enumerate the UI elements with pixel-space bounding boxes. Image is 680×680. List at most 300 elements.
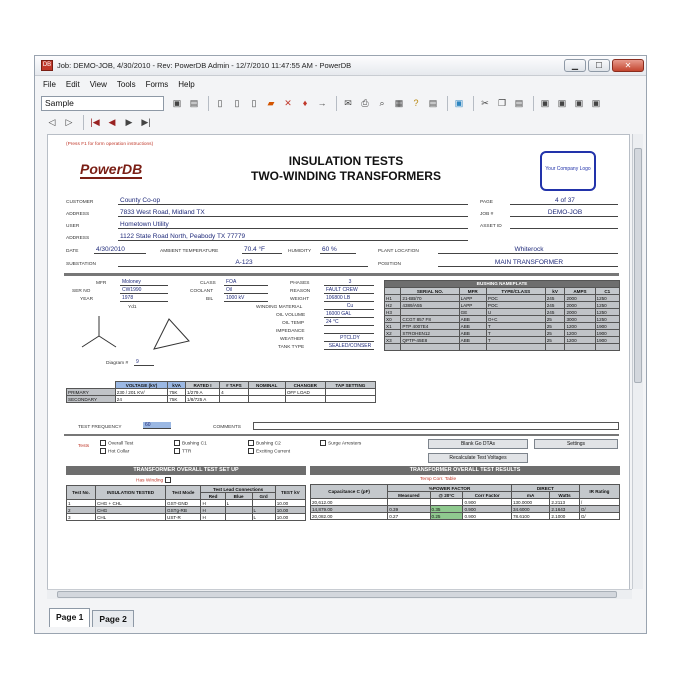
table-cell: 230 / 201 KV/ bbox=[115, 389, 168, 396]
menu-help[interactable]: Help bbox=[178, 79, 195, 89]
setup-header: Grd bbox=[252, 493, 275, 500]
coolant-label: COOLANT bbox=[190, 289, 214, 294]
tests-label: Tests bbox=[78, 444, 90, 449]
results-header: mA bbox=[511, 492, 549, 499]
table-cell: GE bbox=[459, 309, 486, 316]
view2-icon[interactable]: ▣ bbox=[557, 97, 567, 108]
separator bbox=[473, 96, 474, 111]
checkbox-icon bbox=[174, 448, 180, 454]
table-cell bbox=[430, 499, 463, 506]
delete-icon[interactable]: ✕ bbox=[284, 97, 292, 108]
comments-field[interactable] bbox=[253, 422, 619, 430]
table-cell: H bbox=[201, 507, 225, 514]
table-cell: 3 bbox=[67, 514, 96, 521]
table-row[interactable] bbox=[67, 507, 306, 514]
table-cell: 20,082.00 bbox=[311, 513, 388, 520]
table-cell: 10.00 bbox=[275, 514, 305, 521]
save-icon[interactable]: ▣ bbox=[172, 97, 182, 108]
table-cell bbox=[220, 396, 249, 403]
substation-field[interactable]: A-123 bbox=[118, 259, 368, 267]
title-bar bbox=[35, 56, 646, 76]
results-header: Measured bbox=[388, 492, 430, 499]
table-cell: U bbox=[486, 309, 545, 316]
table-cell: PRIMARY bbox=[67, 389, 116, 396]
table-cell: X1 bbox=[385, 323, 401, 330]
table-cell: PTP 4007E4 bbox=[401, 323, 459, 330]
setup-block bbox=[66, 466, 306, 521]
table-cell: 10.00 bbox=[275, 507, 305, 514]
table-row[interactable] bbox=[385, 309, 620, 316]
table-row[interactable] bbox=[67, 514, 306, 521]
help-icon[interactable]: ? bbox=[413, 98, 419, 108]
table-cell: 10.00 bbox=[275, 500, 305, 507]
last-record-icon[interactable]: ▶| bbox=[141, 117, 151, 127]
table-cell: L bbox=[252, 514, 275, 521]
table-row[interactable] bbox=[67, 389, 376, 396]
table-cell: H bbox=[201, 500, 225, 507]
bushing-header: AMPS bbox=[565, 288, 595, 295]
view4-icon[interactable]: ▣ bbox=[591, 97, 601, 108]
table-cell: 1200 bbox=[565, 330, 595, 337]
table-row[interactable] bbox=[385, 344, 620, 351]
weather-label: WEATHER bbox=[280, 337, 304, 342]
table-row[interactable] bbox=[311, 506, 620, 513]
table-cell: O+C bbox=[486, 316, 545, 323]
table-cell: 0.900 bbox=[463, 506, 511, 513]
voltage-corner bbox=[67, 382, 116, 389]
table-cell: 24 bbox=[115, 396, 168, 403]
asset-field[interactable] bbox=[510, 221, 618, 229]
voltage-header: TAP SETTING bbox=[325, 382, 375, 389]
weight-label: WEIGHT bbox=[290, 297, 310, 302]
table-cell: 25 bbox=[545, 323, 565, 330]
oilvol-label: OIL VOLUME bbox=[276, 313, 306, 318]
table-cell: 1 bbox=[67, 500, 96, 507]
table-cell: 14,879.00 bbox=[311, 506, 388, 513]
address-field[interactable]: 7833 West Road, Midland TX bbox=[118, 209, 468, 217]
setup-header: TEST kV bbox=[275, 486, 305, 500]
setup-header: Test No. bbox=[67, 486, 96, 500]
voltage-header: # TAPS bbox=[220, 382, 249, 389]
customer-field[interactable]: County Co-op bbox=[118, 197, 468, 205]
print-icon[interactable]: ⎙ bbox=[361, 97, 369, 108]
table-cell: GSTg-RB bbox=[166, 507, 201, 514]
page-icon[interactable]: ▯ bbox=[217, 97, 223, 108]
table-cell: 0.25 bbox=[430, 513, 463, 520]
table-cell bbox=[248, 389, 285, 396]
form-hint: (Press F1 for form operation instructions) bbox=[66, 142, 154, 147]
table-cell: 2 bbox=[67, 507, 96, 514]
table-cell bbox=[565, 344, 595, 351]
table-cell bbox=[248, 396, 285, 403]
table-cell: 25 bbox=[545, 316, 565, 323]
table-cell: 1250 bbox=[595, 295, 619, 302]
weather-field[interactable]: PTCLDY bbox=[324, 335, 374, 342]
table-cell: 75K bbox=[168, 389, 186, 396]
job-field[interactable]: DEMO-JOB bbox=[510, 209, 618, 217]
cut-icon[interactable]: ✂ bbox=[481, 97, 489, 108]
table-cell: T bbox=[486, 330, 545, 337]
insert-icon[interactable]: ♦ bbox=[302, 98, 308, 108]
table-cell: 1900 bbox=[595, 323, 619, 330]
table-cell bbox=[388, 499, 430, 506]
voltage-header: kVA bbox=[168, 382, 186, 389]
page-field[interactable]: 4 of 37 bbox=[510, 197, 618, 205]
setup-header: Red bbox=[201, 493, 225, 500]
recalc-button[interactable]: Recalculate Test Voltages bbox=[428, 453, 528, 463]
voltage-header: CHANGER bbox=[285, 382, 325, 389]
tanktype-field[interactable]: SEALED/CONSER bbox=[324, 343, 374, 350]
table-cell: H3 bbox=[385, 309, 401, 316]
table-cell: L bbox=[252, 507, 275, 514]
table-cell: 25 bbox=[545, 337, 565, 344]
customer-label: CUSTOMER bbox=[66, 200, 94, 205]
table-cell: T bbox=[486, 323, 545, 330]
table-cell: 4389/A55 bbox=[401, 302, 459, 309]
opt-overall-label: Overall Test bbox=[108, 441, 134, 447]
table-cell: 1900 bbox=[595, 337, 619, 344]
checkbox-icon bbox=[100, 440, 106, 446]
table-cell: 1200 bbox=[565, 323, 595, 330]
table-cell: X3 bbox=[385, 337, 401, 344]
table-cell bbox=[385, 344, 401, 351]
results-header: Watts bbox=[550, 492, 580, 499]
table-cell: 20,612.00 bbox=[311, 499, 388, 506]
flag-icon[interactable]: ▰ bbox=[267, 97, 275, 108]
opt-surge-label: Surge Arresters bbox=[328, 441, 362, 447]
address2-label: ADDRESS bbox=[66, 236, 90, 241]
results-header: Capacitance C (pF) bbox=[311, 485, 388, 499]
serno-field[interactable]: CW1990 bbox=[120, 287, 168, 294]
table-cell bbox=[401, 344, 459, 351]
table-cell bbox=[285, 396, 325, 403]
nameplate-block bbox=[66, 281, 382, 373]
year-field[interactable]: 1978 bbox=[120, 295, 168, 302]
table-row[interactable] bbox=[385, 316, 620, 323]
serno-label: SER NO bbox=[72, 289, 91, 294]
results-header: Corr Factor bbox=[463, 492, 511, 499]
table-cell: 1250 bbox=[595, 302, 619, 309]
table-cell: 2000 bbox=[565, 295, 595, 302]
page-copy-icon[interactable]: ▯ bbox=[234, 97, 240, 108]
winding-diagram bbox=[74, 311, 204, 361]
menu-bar bbox=[35, 77, 646, 91]
table-cell: 34.6000 bbox=[511, 506, 549, 513]
diagram-field[interactable]: 9 bbox=[134, 359, 154, 366]
bushing-header: TYPE/CLASS bbox=[486, 288, 545, 295]
bil-field[interactable]: 1000 kV bbox=[224, 295, 268, 302]
table-cell: 2.1000 bbox=[550, 513, 580, 520]
table-cell: SECONDARY bbox=[67, 396, 116, 403]
table-row[interactable] bbox=[385, 295, 620, 302]
table-cell: 245 bbox=[545, 295, 565, 302]
table-cell: LAPP bbox=[459, 295, 486, 302]
plant-label: PLANT LOCATION bbox=[378, 249, 419, 254]
opt-hot-collar[interactable] bbox=[100, 448, 129, 454]
table-cell: 1/279 A bbox=[185, 389, 219, 396]
position-field[interactable]: MAIN TRANSFORMER bbox=[438, 259, 618, 267]
reason-label: REASON bbox=[290, 289, 311, 294]
humidity-field[interactable]: 60 % bbox=[320, 246, 356, 254]
chart-icon[interactable]: ▦ bbox=[394, 97, 404, 108]
table-cell: 1250 bbox=[595, 309, 619, 316]
menu-view[interactable]: View bbox=[89, 79, 107, 89]
table-cell: 1200 bbox=[565, 337, 595, 344]
table-cell: L bbox=[225, 500, 252, 507]
table-cell: LAPP bbox=[459, 302, 486, 309]
menu-edit[interactable]: Edit bbox=[65, 79, 80, 89]
view3-icon[interactable]: ▣ bbox=[574, 97, 584, 108]
table-cell: 2000 bbox=[565, 309, 595, 316]
separator bbox=[336, 96, 337, 111]
nav-toolbar bbox=[35, 114, 646, 131]
horizontal-scroll-thumb[interactable] bbox=[57, 591, 617, 598]
tab-page-1[interactable]: Page 1 bbox=[49, 608, 90, 627]
table-cell: 0.35 bbox=[430, 506, 463, 513]
mfr-field[interactable]: Moloney bbox=[120, 279, 168, 286]
table-cell bbox=[595, 344, 619, 351]
form-subtitle: TWO-WINDING TRANSFORMERS bbox=[251, 169, 441, 183]
diagram-label: Diagram # bbox=[106, 361, 129, 366]
mail-icon[interactable]: ✉ bbox=[344, 97, 352, 108]
table-cell: ABB bbox=[459, 337, 486, 344]
table-cell: T bbox=[486, 337, 545, 344]
year-label: YEAR bbox=[80, 297, 94, 302]
checkbox-icon bbox=[100, 448, 106, 454]
form-title: INSULATION TESTS bbox=[288, 154, 404, 168]
tab-page-2[interactable]: Page 2 bbox=[92, 610, 133, 627]
address-label: ADDRESS bbox=[66, 212, 90, 217]
section-rule bbox=[64, 434, 619, 436]
menu-tools[interactable]: Tools bbox=[116, 79, 136, 89]
table-cell: 0.900 bbox=[463, 513, 511, 520]
next-record-icon[interactable]: ▶ bbox=[125, 117, 133, 127]
table-row[interactable] bbox=[67, 500, 306, 507]
setup-table bbox=[66, 485, 306, 521]
tool-icon[interactable]: ▤ bbox=[428, 97, 438, 108]
table-cell: 25 bbox=[545, 330, 565, 337]
results-header: @ 20°C bbox=[430, 492, 463, 499]
blank-dtas-button[interactable]: Blank Go DTAs bbox=[428, 439, 528, 449]
voltage-header: VOLTAGE (kV) bbox=[115, 382, 168, 389]
opt-bushing-c2[interactable] bbox=[248, 440, 281, 446]
asset-label: ASSET ID bbox=[480, 224, 502, 229]
form-selector[interactable] bbox=[41, 96, 164, 111]
results-header: IR Rating bbox=[579, 485, 619, 499]
vertical-scrollbar[interactable] bbox=[632, 134, 643, 589]
has-winding[interactable] bbox=[66, 475, 306, 485]
arrow-right-icon[interactable]: → bbox=[317, 98, 327, 108]
table-cell bbox=[401, 309, 459, 316]
menu-file[interactable]: File bbox=[43, 79, 56, 89]
oiltemp-field[interactable]: 24 °C bbox=[324, 319, 374, 326]
table-cell: 3000 bbox=[565, 316, 595, 323]
position-label: POSITION bbox=[378, 262, 401, 267]
phases-field[interactable]: 3 bbox=[324, 279, 374, 286]
prev-record-icon[interactable]: ◀ bbox=[108, 117, 116, 127]
tanktype-label: TANK TYPE bbox=[278, 345, 305, 350]
table-row[interactable] bbox=[311, 513, 620, 520]
bushing-header: kV bbox=[545, 288, 565, 295]
table-cell: ABB bbox=[459, 330, 486, 337]
table-cell bbox=[225, 507, 252, 514]
page-blank-icon[interactable]: ▯ bbox=[251, 97, 257, 108]
opt-exciting-label: Exciting Current bbox=[256, 449, 291, 455]
opt-ttr[interactable] bbox=[174, 448, 191, 454]
bushing-header: C1 bbox=[595, 288, 619, 295]
table-cell: 1250 bbox=[595, 316, 619, 323]
table-cell bbox=[252, 500, 275, 507]
temp-label: AMBIENT TEMPERATURE bbox=[160, 249, 219, 254]
paste-icon[interactable]: ▤ bbox=[514, 97, 524, 108]
table-cell: QPTP-45E8 bbox=[401, 337, 459, 344]
table-row[interactable] bbox=[385, 330, 620, 337]
opt-exciting[interactable] bbox=[248, 448, 290, 454]
humidity-label: HUMIDITY bbox=[288, 249, 312, 254]
minimize-button[interactable]: ▁ bbox=[564, 59, 586, 72]
table-cell: H bbox=[201, 514, 225, 521]
table-cell: ABB bbox=[459, 316, 486, 323]
address2-field[interactable]: 1122 State Road North, Peabody TX 77779 bbox=[118, 233, 468, 241]
table-cell bbox=[545, 344, 565, 351]
app-window bbox=[34, 55, 647, 634]
table-cell: 0.39 bbox=[388, 506, 430, 513]
settings-button[interactable]: Settings bbox=[534, 439, 618, 449]
date-field[interactable]: 4/30/2010 bbox=[94, 246, 146, 254]
phases-label: PHASES bbox=[290, 281, 310, 286]
user-label: USER bbox=[66, 224, 80, 229]
form-selector-value: Sample bbox=[45, 97, 74, 108]
vector-group: Yd1 bbox=[128, 305, 137, 310]
table-cell: 21-BB/70 bbox=[401, 295, 459, 302]
opt-bushing-c2-label: Bushing C2 bbox=[256, 441, 281, 447]
oiltemp-label: OIL TEMP bbox=[282, 321, 305, 326]
opt-bushing-c1[interactable] bbox=[174, 440, 207, 446]
horizontal-scrollbar[interactable] bbox=[47, 589, 632, 599]
opt-hot-collar-label: Hot Collar bbox=[108, 449, 130, 455]
plant-field[interactable]: Whiterock bbox=[438, 246, 618, 254]
maximize-button[interactable]: ☐ bbox=[588, 59, 610, 72]
table-cell: H1 bbox=[385, 295, 401, 302]
find-icon[interactable]: ⌕ bbox=[379, 97, 385, 108]
results-header: %POWER FACTOR bbox=[388, 485, 512, 492]
winding-label: WINDING MATERIAL bbox=[256, 305, 303, 310]
form-document bbox=[47, 134, 630, 598]
opt-overall[interactable] bbox=[100, 440, 133, 446]
table-cell: UST-R bbox=[166, 514, 201, 521]
table-cell: X0 bbox=[385, 316, 401, 323]
table-row[interactable] bbox=[385, 337, 620, 344]
table-row[interactable] bbox=[311, 499, 620, 506]
temp-field[interactable]: 70.4 °F bbox=[242, 246, 282, 254]
table-row[interactable] bbox=[385, 323, 620, 330]
table-row[interactable] bbox=[67, 396, 376, 403]
table-cell: ABB bbox=[459, 323, 486, 330]
copy-icon[interactable]: ❐ bbox=[497, 97, 507, 108]
table-cell: POC bbox=[486, 302, 545, 309]
results-header: DIRECT bbox=[511, 485, 579, 492]
weight-field[interactable]: 106800 LB bbox=[324, 295, 374, 302]
separator bbox=[83, 115, 84, 130]
has-winding-label: Has Winding bbox=[136, 478, 164, 484]
table-cell: 4 bbox=[220, 389, 249, 396]
bushing-header: SERIAL NO. bbox=[401, 288, 459, 295]
reason-field[interactable]: FAULT CREW bbox=[324, 287, 374, 294]
coolant-field[interactable]: Oil bbox=[224, 287, 268, 294]
vertical-scroll-thumb[interactable] bbox=[634, 148, 642, 383]
table-cell: 2.2113 bbox=[550, 499, 580, 506]
forward-icon[interactable]: ▷ bbox=[65, 117, 73, 127]
table-cell: POC bbox=[486, 295, 545, 302]
table-cell bbox=[459, 344, 486, 351]
table-cell: STROHEN12 bbox=[401, 330, 459, 337]
voltage-header: NOMINAL bbox=[248, 382, 285, 389]
user-field[interactable]: Hometown Utility bbox=[118, 221, 468, 229]
table-row[interactable] bbox=[385, 302, 620, 309]
bushing-title: BUSHING NAMEPLATE bbox=[385, 281, 620, 288]
table-cell bbox=[325, 389, 375, 396]
impedance-label: IMPEDANCE bbox=[276, 329, 305, 334]
section-rule bbox=[64, 273, 619, 276]
winding-field[interactable]: Cu bbox=[324, 303, 374, 310]
image-icon[interactable]: ▣ bbox=[454, 97, 464, 108]
testfreq-label: TEST FREQUENCY bbox=[78, 425, 122, 430]
temp-corr-table[interactable] bbox=[310, 475, 620, 484]
table-cell: 245 bbox=[545, 309, 565, 316]
results-title: TRANSFORMER OVERALL TEST RESULTS bbox=[310, 466, 620, 475]
checkbox-icon bbox=[248, 440, 254, 446]
checkbox-icon bbox=[320, 440, 326, 446]
table-cell: CHG bbox=[96, 507, 166, 514]
main-toolbar bbox=[35, 93, 646, 113]
class-label: CLASS bbox=[200, 281, 216, 286]
save-all-icon[interactable]: ▤ bbox=[189, 97, 199, 108]
table-cell: / bbox=[579, 499, 619, 506]
class-field[interactable]: FOA bbox=[224, 279, 268, 286]
bushing-header: MFR bbox=[459, 288, 486, 295]
table-cell: OFF LOAD bbox=[285, 389, 325, 396]
separator bbox=[447, 96, 448, 111]
testfreq-field[interactable]: 60 bbox=[143, 422, 171, 429]
bushing-header bbox=[385, 288, 401, 295]
table-cell: 0.27 bbox=[388, 513, 430, 520]
close-button[interactable]: ✕ bbox=[612, 59, 644, 72]
table-cell: 1/8/725 A bbox=[185, 396, 219, 403]
table-cell: H2 bbox=[385, 302, 401, 309]
table-cell bbox=[486, 344, 545, 351]
oilvol-field[interactable]: 16000 GAL bbox=[324, 311, 374, 318]
setup-header: Test Lead Connections bbox=[201, 486, 275, 493]
table-cell: 75K bbox=[168, 396, 186, 403]
page-tabs bbox=[49, 607, 136, 627]
page-label: PAGE bbox=[480, 200, 493, 205]
opt-ttr-label: TTR bbox=[182, 449, 192, 455]
checkbox-icon bbox=[174, 440, 180, 446]
table-cell: CHL bbox=[96, 514, 166, 521]
view1-icon[interactable]: ▣ bbox=[540, 97, 550, 108]
first-record-icon[interactable]: |◀ bbox=[90, 117, 100, 127]
impedance-field[interactable] bbox=[324, 327, 374, 334]
voltage-header: RATED I bbox=[185, 382, 219, 389]
table-cell: 245 bbox=[545, 302, 565, 309]
back-icon[interactable]: ◁ bbox=[48, 117, 56, 127]
table-cell: GST-GND bbox=[166, 500, 201, 507]
table-cell: 2.1643 bbox=[550, 506, 580, 513]
separator bbox=[208, 96, 209, 111]
app-icon: DB bbox=[41, 60, 53, 71]
opt-surge[interactable] bbox=[320, 440, 361, 446]
menu-forms[interactable]: Forms bbox=[145, 79, 169, 89]
